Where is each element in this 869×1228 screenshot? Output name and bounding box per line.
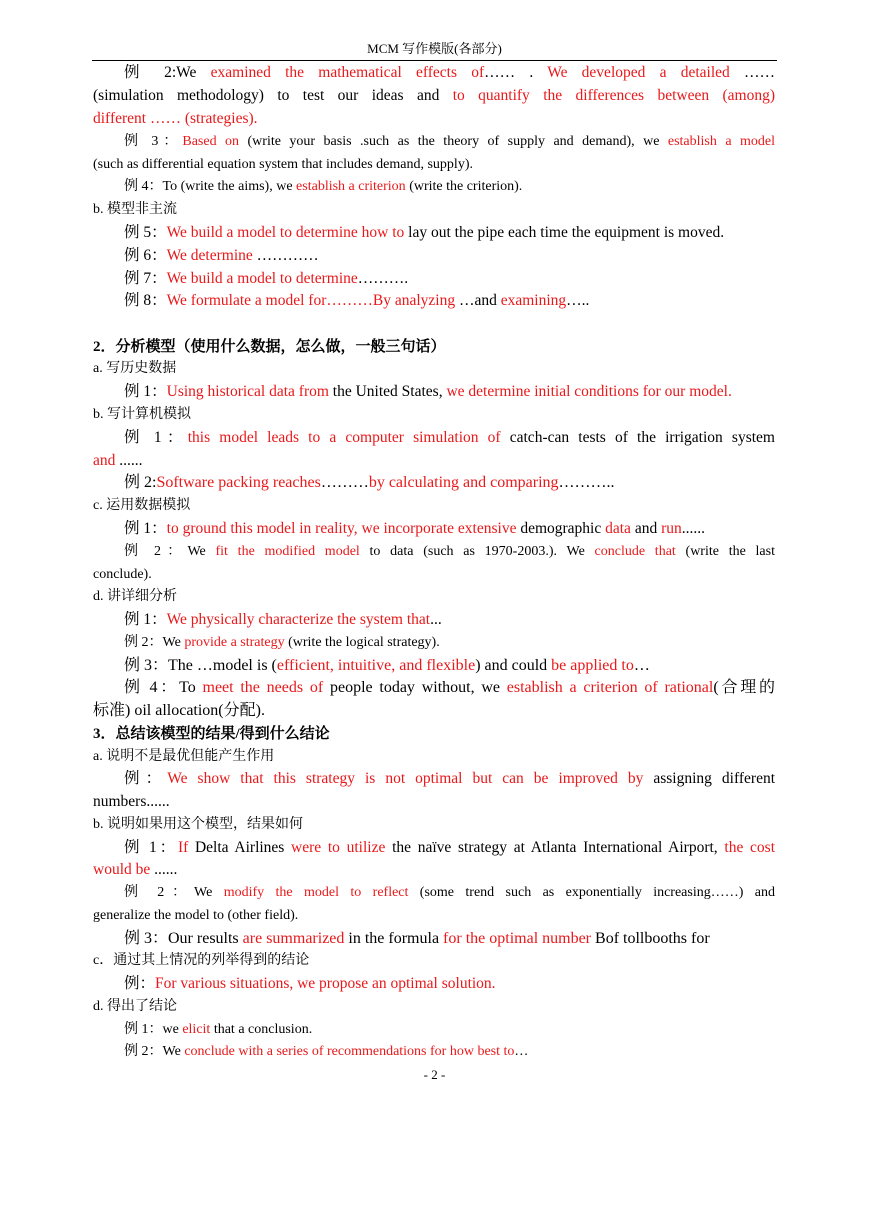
highlighted-phrase: meet the needs of	[202, 679, 324, 696]
text-segment: …and	[455, 292, 501, 309]
text-segment: ……….	[357, 270, 409, 287]
text-segment: 例 2：We	[124, 885, 224, 900]
text-segment: ......	[150, 861, 178, 878]
highlighted-phrase: We determine	[166, 247, 253, 264]
text-segment: 例 1：	[124, 520, 167, 537]
text-segment: in the formula	[344, 930, 444, 947]
text-segment: ………..	[558, 474, 615, 491]
text-line	[124, 928, 775, 950]
highlighted-phrase: to quantify the differences between (among)	[452, 87, 775, 104]
text-line	[93, 495, 775, 517]
text-line	[124, 268, 775, 290]
text-segment: c. 运用数据模拟	[93, 498, 191, 513]
text-segment: 例：	[124, 975, 156, 992]
page-number: - 2 -	[423, 1067, 446, 1082]
text-segment: b. 写计算机模拟	[93, 407, 191, 422]
text-segment: and	[630, 520, 662, 537]
text-segment: 例 2：We	[124, 544, 216, 559]
text-segment: 例 1：	[124, 611, 167, 628]
highlighted-phrase: run	[661, 520, 682, 537]
text-segment: to data (such as 1970-2003.). We	[359, 544, 595, 559]
highlighted-phrase: We physically characterize the system that	[166, 611, 431, 628]
text-segment: ………	[320, 474, 369, 491]
text-line	[124, 655, 775, 677]
text-line	[93, 950, 775, 972]
text-segment: ......	[115, 452, 143, 469]
text-segment: Delta Airlines	[188, 839, 292, 856]
text-line	[93, 358, 775, 380]
text-segment: 3．总结该模型的结果/得到什么结论	[93, 726, 330, 742]
text-segment: 例 3：The …model is (	[124, 657, 277, 674]
text-line	[124, 62, 775, 84]
highlighted-phrase: We show that this strategy is not optimal but can be improved by	[167, 770, 644, 787]
highlighted-phrase: this model leads to a computer simulation of	[187, 429, 501, 446]
text-segment: generalize the model to (other field).	[93, 908, 299, 923]
text-segment: 2．分析模型（使用什么数据，怎么做，一般三句话）	[93, 339, 446, 355]
text-line	[93, 814, 775, 836]
highlighted-phrase: conclude that	[594, 544, 676, 559]
text-segment: 例 4：To (write the aims), we	[124, 179, 297, 194]
highlighted-phrase: examined the mathematical effects of	[210, 64, 485, 81]
highlighted-phrase: We build a model to determine	[166, 270, 358, 287]
text-segment: 例 3：	[124, 134, 183, 149]
highlighted-phrase: for the optimal number	[443, 930, 592, 947]
text-segment: (simulation methodology) to test our ideas and	[93, 87, 453, 104]
text-segment: 例 2：We	[124, 1044, 185, 1059]
highlighted-phrase: we determine initial conditions for our model.	[446, 383, 732, 400]
text-line	[93, 586, 775, 608]
text-line	[124, 131, 775, 153]
text-segment: people today without, we	[323, 679, 507, 696]
text-segment: (some trend such as exponentially increasing……) and	[408, 885, 775, 900]
text-segment: 例 6：	[124, 247, 167, 264]
text-segment: ……	[729, 64, 775, 81]
text-segment: 例：	[124, 770, 168, 787]
highlighted-phrase: We build a model to determine how to	[166, 224, 405, 241]
text-line	[124, 222, 775, 244]
highlighted-phrase: and	[93, 452, 116, 469]
highlighted-phrase: Using historical data from	[166, 383, 329, 400]
text-segment: that a conclusion.	[210, 1022, 313, 1037]
text-line	[124, 837, 775, 859]
text-line	[124, 472, 775, 494]
text-line	[93, 859, 775, 881]
text-line	[124, 677, 775, 699]
text-segment: 例 7：	[124, 270, 167, 287]
highlighted-phrase: examining	[500, 292, 567, 309]
text-line	[93, 905, 775, 927]
text-line	[93, 404, 775, 426]
text-line	[93, 450, 775, 472]
highlighted-phrase: are summarized	[242, 930, 345, 947]
text-segment: d. 得出了结论	[93, 999, 177, 1014]
text-segment: 例 1：we	[124, 1022, 183, 1037]
text-line	[93, 791, 775, 813]
highlighted-phrase: provide a strategy	[184, 635, 285, 650]
text-segment: …	[514, 1044, 529, 1059]
text-line	[93, 154, 775, 176]
highlighted-phrase: be applied to	[551, 657, 634, 674]
highlighted-phrase: We formulate a model for………By analyzing	[166, 292, 456, 309]
highlighted-phrase: Software packing reaches	[156, 474, 321, 491]
text-segment: (write the last	[675, 544, 775, 559]
text-segment: 例 8：	[124, 292, 167, 309]
text-segment: lay out the pipe each time the equipment is moved.	[404, 224, 725, 241]
text-segment: …..	[566, 292, 590, 309]
text-line	[124, 290, 775, 312]
text-segment: the United States,	[328, 383, 447, 400]
highlighted-phrase: data	[605, 520, 631, 537]
text-segment: (write your basis .such as the theory of supply and demand), we	[239, 134, 668, 149]
page-header: MCM 写作模版(各部分)	[367, 41, 502, 56]
highlighted-phrase: conclude with a series of recommendations for how best to	[184, 1044, 515, 1059]
highlighted-phrase: For various situations, we propose an optimal solution.	[155, 975, 496, 992]
text-segment: conclude).	[93, 567, 152, 582]
text-segment: 例 4：To	[124, 679, 203, 696]
text-line	[124, 882, 775, 904]
text-segment: 例 2:We	[124, 64, 211, 81]
text-segment: d. 讲详细分析	[93, 589, 177, 604]
text-segment: (合理的	[713, 679, 775, 696]
highlighted-phrase: establish a criterion	[296, 179, 406, 194]
text-segment: numbers......	[93, 793, 170, 810]
text-line	[93, 723, 775, 745]
highlighted-phrase: to ground this model in reality, we incorporate extensive	[166, 520, 517, 537]
text-line	[93, 700, 775, 722]
text-segment: 例 1：	[124, 429, 188, 446]
text-line	[93, 564, 775, 586]
text-segment: ......	[681, 520, 706, 537]
text-line	[93, 996, 775, 1018]
text-segment: Bof tollbooths for	[591, 930, 710, 947]
text-segment: a. 写历史数据	[93, 361, 177, 376]
text-line	[124, 541, 775, 563]
text-segment: …	[633, 657, 650, 674]
text-segment: 标准) oil allocation(分配).	[93, 702, 265, 719]
text-line	[124, 632, 775, 654]
text-line	[124, 1019, 775, 1041]
text-segment: (such as differential equation system that includes demand, supply).	[93, 157, 473, 172]
highlighted-phrase: by calculating and comparing	[368, 474, 559, 491]
text-segment: …………	[252, 247, 319, 264]
text-segment: 例 2:	[124, 474, 157, 491]
text-segment: (write the criterion).	[405, 179, 523, 194]
text-line	[93, 746, 775, 768]
highlighted-phrase: fit the modified model	[215, 544, 360, 559]
text-line	[93, 85, 775, 107]
text-segment: catch-can tests of the irrigation system	[500, 429, 775, 446]
text-segment: 例 1：	[124, 839, 178, 856]
text-line	[124, 609, 775, 631]
text-segment: a. 说明不是最优但能产生作用	[93, 749, 275, 764]
highlighted-phrase: establish a model	[667, 134, 776, 149]
text-line	[124, 973, 775, 995]
text-segment: assigning different	[643, 770, 775, 787]
text-segment: b. 模型非主流	[93, 202, 177, 217]
text-segment: 例 3：Our results	[124, 930, 243, 947]
text-line	[93, 199, 775, 221]
text-segment: the naïve strategy at Atlanta International Airport,	[385, 839, 725, 856]
text-line	[93, 108, 775, 130]
highlighted-phrase: If	[177, 839, 189, 856]
highlighted-phrase: establish a criterion of rational	[506, 679, 714, 696]
text-segment: …… .	[484, 64, 548, 81]
highlighted-phrase: were to utilize	[291, 839, 386, 856]
text-segment: ) and could	[475, 657, 552, 674]
highlighted-phrase: the cost	[724, 839, 776, 856]
text-line	[124, 427, 775, 449]
highlighted-phrase: Based on	[182, 134, 240, 149]
text-line	[124, 1041, 775, 1063]
text-line	[124, 768, 775, 790]
text-segment: 例 1：	[124, 383, 167, 400]
highlighted-phrase: modify the model to reflect	[223, 885, 409, 900]
text-line	[124, 381, 775, 403]
highlighted-phrase: elicit	[182, 1022, 211, 1037]
highlighted-phrase: efficient, intuitive, and flexible	[276, 657, 476, 674]
text-line	[124, 245, 775, 267]
text-segment: (write the logical strategy).	[284, 635, 440, 650]
text-segment: ...	[430, 611, 442, 628]
text-segment: b. 说明如果用这个模型，结果如何	[93, 817, 303, 832]
text-line	[124, 176, 775, 198]
text-segment: c．通过其上情况的列举得到的结论	[93, 953, 310, 968]
text-segment: 例 2：We	[124, 635, 185, 650]
header-rule	[92, 60, 777, 61]
text-line	[124, 518, 775, 540]
highlighted-phrase: would be	[93, 861, 151, 878]
highlighted-phrase: different …… (strategies).	[93, 110, 258, 127]
text-line	[93, 336, 775, 358]
text-segment: demographic	[516, 520, 606, 537]
highlighted-phrase: We developed a detailed	[547, 64, 730, 81]
text-segment: 例 5：	[124, 224, 167, 241]
